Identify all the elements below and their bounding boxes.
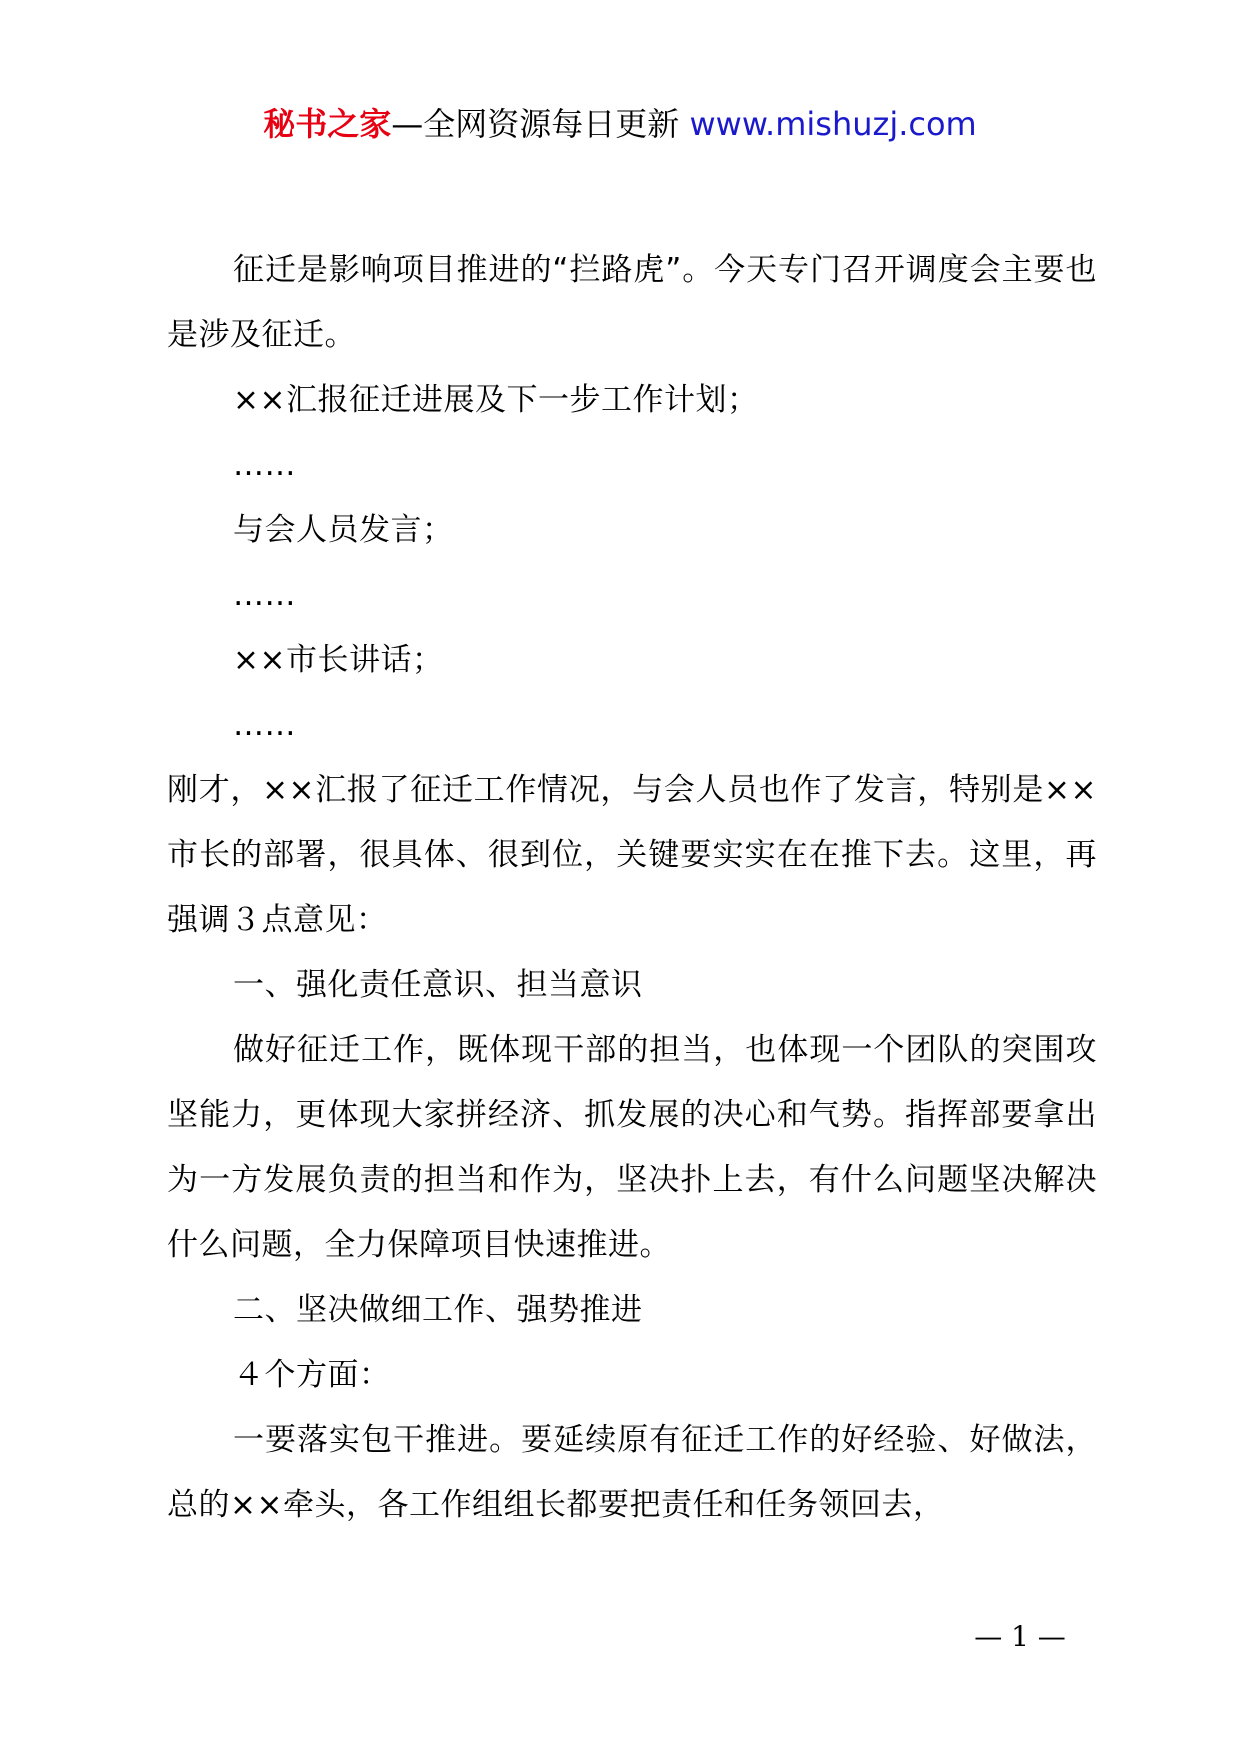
agenda-ellipsis: …… bbox=[233, 447, 296, 483]
site-url-link[interactable]: www.mishuzj.com bbox=[689, 105, 977, 143]
section-2-point-1: 一要落实包干推进。要延续原有征迁工作的好经验、好做法，总的××牵头，各工作组组长都要把责任和任务领回去， bbox=[167, 1422, 1097, 1523]
section-2-intro: ４个方面： bbox=[233, 1357, 391, 1393]
section-1-paragraph: 做好征迁工作，既体现干部的担当，也体现一个团队的突围攻坚能力，更体现大家拼经济、抓发展的决心和气势。指挥部要拿出为一方发展负责的担当和作为，坚决扑上去，有什么问题坚决解决什么问题，全力保障项目快速推进。 bbox=[167, 1032, 1097, 1263]
header-tagline: —全网资源每日更新 bbox=[391, 105, 690, 143]
document-body bbox=[167, 238, 1097, 1538]
agenda-ellipsis: …… bbox=[233, 707, 296, 743]
page-header bbox=[0, 96, 1240, 152]
agenda-item-mayor-speech: ××市长讲话； bbox=[233, 642, 444, 678]
agenda-item-speeches: 与会人员发言； bbox=[233, 512, 454, 548]
brand-name: 秘书之家 bbox=[263, 105, 392, 143]
intro-paragraph: 征迁是影响项目推进的“拦路虎”。今天专门召开调度会主要也是涉及征迁。 bbox=[167, 252, 1097, 353]
agenda-item-report: ××汇报征迁进展及下一步工作计划； bbox=[233, 382, 759, 418]
summary-paragraph: 刚才，××汇报了征迁工作情况，与会人员也作了发言，特别是××市长的部署，很具体、很到位，关键要实实在在推下去。这里，再强调３点意见： bbox=[167, 772, 1097, 938]
page-number: — 1 — bbox=[974, 1620, 1066, 1653]
section-heading-2: 二、坚决做细工作、强势推进 bbox=[233, 1292, 643, 1328]
section-heading-1: 一、强化责任意识、担当意识 bbox=[233, 967, 643, 1003]
agenda-ellipsis: …… bbox=[233, 577, 296, 613]
